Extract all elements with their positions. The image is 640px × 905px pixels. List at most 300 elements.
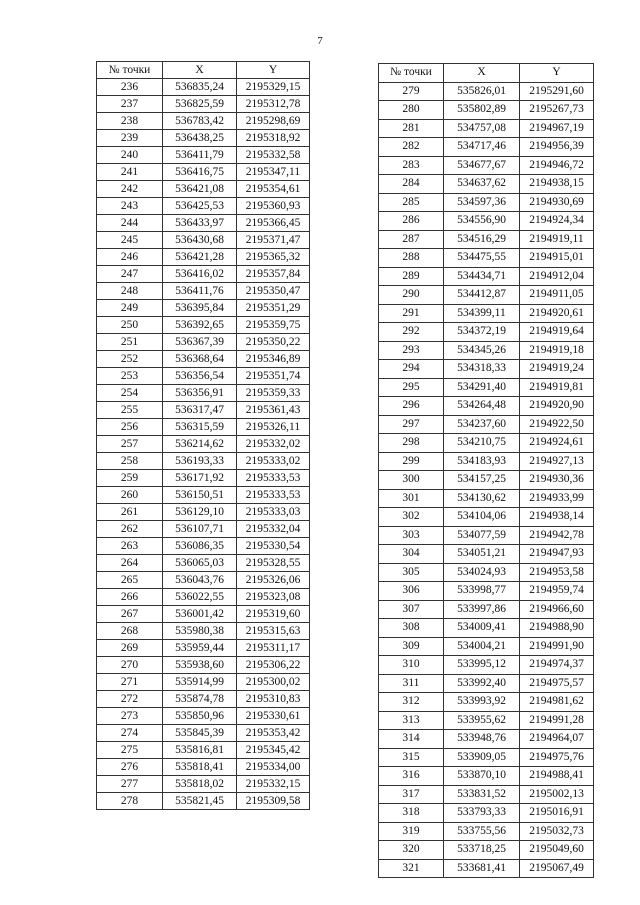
x-coordinate-cell: 536433,97 — [163, 215, 237, 232]
x-coordinate-cell: 536315,59 — [163, 419, 237, 436]
point-number-cell: 245 — [97, 232, 163, 249]
x-coordinate-cell: 536043,76 — [163, 572, 237, 589]
point-number-cell: 294 — [379, 360, 444, 379]
y-coordinate-cell: 2195332,15 — [237, 776, 310, 793]
table-row — [97, 572, 310, 589]
x-coordinate-cell: 536214,62 — [163, 436, 237, 453]
point-number-cell: 242 — [97, 181, 163, 198]
y-coordinate-cell: 2194924,34 — [520, 212, 594, 231]
x-coordinate-cell: 536421,08 — [163, 181, 237, 198]
x-coordinate-cell: 534077,59 — [444, 526, 520, 545]
table-row — [97, 147, 310, 164]
header-point-number: № точки — [379, 64, 444, 83]
table-row — [97, 385, 310, 402]
table-row — [97, 79, 310, 96]
y-coordinate-cell: 2195323,08 — [237, 589, 310, 606]
x-coordinate-cell: 534757,08 — [444, 119, 520, 138]
y-coordinate-cell: 2195315,63 — [237, 623, 310, 640]
x-coordinate-cell: 534264,48 — [444, 397, 520, 416]
x-coordinate-cell: 536367,39 — [163, 334, 237, 351]
x-coordinate-cell: 533955,62 — [444, 711, 520, 730]
point-number-cell: 311 — [379, 674, 444, 693]
y-coordinate-cell: 2195291,60 — [520, 82, 594, 101]
point-number-cell: 301 — [379, 489, 444, 508]
point-number-cell: 275 — [97, 742, 163, 759]
point-number-cell: 309 — [379, 637, 444, 656]
table-row — [97, 793, 310, 810]
table-row — [379, 785, 594, 804]
x-coordinate-cell: 534051,21 — [444, 545, 520, 564]
y-coordinate-cell: 2194938,14 — [520, 508, 594, 527]
y-coordinate-cell: 2194919,24 — [520, 360, 594, 379]
point-number-cell: 318 — [379, 804, 444, 823]
y-coordinate-cell: 2195351,74 — [237, 368, 310, 385]
table-row — [379, 138, 594, 157]
x-coordinate-cell: 534237,60 — [444, 415, 520, 434]
x-coordinate-cell: 533993,92 — [444, 693, 520, 712]
y-coordinate-cell: 2195312,78 — [237, 96, 310, 113]
table-row — [379, 674, 594, 693]
table-row — [97, 419, 310, 436]
x-coordinate-cell: 534210,75 — [444, 434, 520, 453]
y-coordinate-cell: 2195049,60 — [520, 841, 594, 860]
point-number-cell: 251 — [97, 334, 163, 351]
y-coordinate-cell: 2195032,73 — [520, 822, 594, 841]
table-row — [379, 859, 594, 878]
point-number-cell: 264 — [97, 555, 163, 572]
x-coordinate-cell: 534412,87 — [444, 286, 520, 305]
point-number-cell: 313 — [379, 711, 444, 730]
x-coordinate-cell: 535874,78 — [163, 691, 237, 708]
table-row — [97, 113, 310, 130]
point-number-cell: 308 — [379, 619, 444, 638]
table-row — [379, 508, 594, 527]
y-coordinate-cell: 2195330,61 — [237, 708, 310, 725]
point-number-cell: 296 — [379, 397, 444, 416]
point-number-cell: 254 — [97, 385, 163, 402]
point-number-cell: 270 — [97, 657, 163, 674]
point-number-cell: 259 — [97, 470, 163, 487]
y-coordinate-cell: 2194991,90 — [520, 637, 594, 656]
table-row — [97, 725, 310, 742]
table-row — [379, 841, 594, 860]
table-row — [97, 334, 310, 351]
point-number-cell: 277 — [97, 776, 163, 793]
point-number-cell: 241 — [97, 164, 163, 181]
point-number-cell: 238 — [97, 113, 163, 130]
x-coordinate-cell: 534004,21 — [444, 637, 520, 656]
table-row — [97, 317, 310, 334]
point-number-cell: 261 — [97, 504, 163, 521]
table-row — [97, 198, 310, 215]
x-coordinate-cell: 534291,40 — [444, 378, 520, 397]
table-row — [97, 521, 310, 538]
x-coordinate-cell: 535914,99 — [163, 674, 237, 691]
table-row — [97, 300, 310, 317]
y-coordinate-cell: 2194919,64 — [520, 323, 594, 342]
x-coordinate-cell: 534434,71 — [444, 267, 520, 286]
point-number-cell: 249 — [97, 300, 163, 317]
point-number-cell: 316 — [379, 767, 444, 786]
table-row — [379, 434, 594, 453]
point-number-cell: 271 — [97, 674, 163, 691]
point-number-cell: 320 — [379, 841, 444, 860]
y-coordinate-cell: 2195333,53 — [237, 470, 310, 487]
header-x: X — [444, 64, 520, 83]
y-coordinate-cell: 2194947,93 — [520, 545, 594, 564]
y-coordinate-cell: 2195351,29 — [237, 300, 310, 317]
y-coordinate-cell: 2194930,69 — [520, 193, 594, 212]
x-coordinate-cell: 534597,36 — [444, 193, 520, 212]
point-number-cell: 252 — [97, 351, 163, 368]
y-coordinate-cell: 2194946,72 — [520, 156, 594, 175]
table-row — [379, 323, 594, 342]
table-row — [379, 193, 594, 212]
point-number-cell: 297 — [379, 415, 444, 434]
x-coordinate-cell: 536129,10 — [163, 504, 237, 521]
x-coordinate-cell: 536107,71 — [163, 521, 237, 538]
header-x: X — [163, 62, 237, 79]
y-coordinate-cell: 2195357,84 — [237, 266, 310, 283]
point-number-cell: 286 — [379, 212, 444, 231]
table-row — [97, 164, 310, 181]
table-row — [379, 471, 594, 490]
x-coordinate-cell: 536425,53 — [163, 198, 237, 215]
y-coordinate-cell: 2195332,04 — [237, 521, 310, 538]
x-coordinate-cell: 536356,91 — [163, 385, 237, 402]
point-number-cell: 287 — [379, 230, 444, 249]
x-coordinate-cell: 534637,62 — [444, 175, 520, 194]
point-number-cell: 265 — [97, 572, 163, 589]
table-row — [379, 101, 594, 120]
y-coordinate-cell: 2195347,11 — [237, 164, 310, 181]
x-coordinate-cell: 536416,75 — [163, 164, 237, 181]
y-coordinate-cell: 2195359,75 — [237, 317, 310, 334]
y-coordinate-cell: 2194991,28 — [520, 711, 594, 730]
x-coordinate-cell: 534556,90 — [444, 212, 520, 231]
x-coordinate-cell: 535821,45 — [163, 793, 237, 810]
x-coordinate-cell: 534183,93 — [444, 452, 520, 471]
table-row — [379, 286, 594, 305]
x-coordinate-cell: 536395,84 — [163, 300, 237, 317]
y-coordinate-cell: 2195359,33 — [237, 385, 310, 402]
point-number-cell: 321 — [379, 859, 444, 878]
point-number-cell: 293 — [379, 341, 444, 360]
table-row — [379, 545, 594, 564]
x-coordinate-cell: 534130,62 — [444, 489, 520, 508]
x-coordinate-cell: 536835,24 — [163, 79, 237, 96]
y-coordinate-cell: 2195002,13 — [520, 785, 594, 804]
y-coordinate-cell: 2194974,37 — [520, 656, 594, 675]
page-number: 7 — [317, 35, 323, 47]
x-coordinate-cell: 533998,77 — [444, 582, 520, 601]
point-number-cell: 315 — [379, 748, 444, 767]
coordinates-table-left — [96, 61, 310, 810]
x-coordinate-cell: 536411,76 — [163, 283, 237, 300]
table-row — [379, 452, 594, 471]
y-coordinate-cell: 2195332,58 — [237, 147, 310, 164]
point-number-cell: 276 — [97, 759, 163, 776]
point-number-cell: 298 — [379, 434, 444, 453]
y-coordinate-cell: 2194953,58 — [520, 563, 594, 582]
table-row — [379, 489, 594, 508]
x-coordinate-cell: 536783,42 — [163, 113, 237, 130]
x-coordinate-cell: 536416,02 — [163, 266, 237, 283]
point-number-cell: 299 — [379, 452, 444, 471]
y-coordinate-cell: 2195354,61 — [237, 181, 310, 198]
y-coordinate-cell: 2195267,73 — [520, 101, 594, 120]
y-coordinate-cell: 2195345,42 — [237, 742, 310, 759]
table-row — [379, 600, 594, 619]
point-number-cell: 246 — [97, 249, 163, 266]
table-row — [97, 487, 310, 504]
x-coordinate-cell: 533793,33 — [444, 804, 520, 823]
x-coordinate-cell: 534024,93 — [444, 563, 520, 582]
y-coordinate-cell: 2195300,02 — [237, 674, 310, 691]
x-coordinate-cell: 535818,02 — [163, 776, 237, 793]
point-number-cell: 269 — [97, 640, 163, 657]
y-coordinate-cell: 2194975,76 — [520, 748, 594, 767]
point-number-cell: 278 — [97, 793, 163, 810]
x-coordinate-cell: 535845,39 — [163, 725, 237, 742]
y-coordinate-cell: 2194959,74 — [520, 582, 594, 601]
x-coordinate-cell: 536368,64 — [163, 351, 237, 368]
x-coordinate-cell: 536150,51 — [163, 487, 237, 504]
point-number-cell: 306 — [379, 582, 444, 601]
y-coordinate-cell: 2195350,47 — [237, 283, 310, 300]
table-row — [97, 130, 310, 147]
y-coordinate-cell: 2194930,36 — [520, 471, 594, 490]
y-coordinate-cell: 2195318,92 — [237, 130, 310, 147]
point-number-cell: 256 — [97, 419, 163, 436]
table-row — [379, 804, 594, 823]
table-row — [97, 657, 310, 674]
table-row — [97, 759, 310, 776]
table-row — [379, 619, 594, 638]
point-number-cell: 273 — [97, 708, 163, 725]
y-coordinate-cell: 2194988,90 — [520, 619, 594, 638]
point-number-cell: 285 — [379, 193, 444, 212]
x-coordinate-cell: 534372,19 — [444, 323, 520, 342]
table-row — [97, 504, 310, 521]
y-coordinate-cell: 2195016,91 — [520, 804, 594, 823]
point-number-cell: 302 — [379, 508, 444, 527]
point-number-cell: 310 — [379, 656, 444, 675]
point-number-cell: 295 — [379, 378, 444, 397]
y-coordinate-cell: 2195371,47 — [237, 232, 310, 249]
x-coordinate-cell: 536356,54 — [163, 368, 237, 385]
table-row — [97, 215, 310, 232]
point-number-cell: 274 — [97, 725, 163, 742]
y-coordinate-cell: 2195332,02 — [237, 436, 310, 453]
table-row — [379, 397, 594, 416]
table-row — [379, 767, 594, 786]
y-coordinate-cell: 2194919,81 — [520, 378, 594, 397]
point-number-cell: 289 — [379, 267, 444, 286]
point-number-cell: 266 — [97, 589, 163, 606]
header-y: Y — [237, 62, 310, 79]
table-row — [97, 555, 310, 572]
x-coordinate-cell: 534009,41 — [444, 619, 520, 638]
table-row — [379, 415, 594, 434]
x-coordinate-cell: 536086,35 — [163, 538, 237, 555]
x-coordinate-cell: 536392,65 — [163, 317, 237, 334]
x-coordinate-cell: 533997,86 — [444, 600, 520, 619]
x-coordinate-cell: 536171,92 — [163, 470, 237, 487]
table-row — [97, 674, 310, 691]
point-number-cell: 236 — [97, 79, 163, 96]
point-number-cell: 319 — [379, 822, 444, 841]
y-coordinate-cell: 2195311,17 — [237, 640, 310, 657]
table-row — [97, 453, 310, 470]
point-number-cell: 304 — [379, 545, 444, 564]
point-number-cell: 305 — [379, 563, 444, 582]
y-coordinate-cell: 2194915,01 — [520, 249, 594, 268]
point-number-cell: 291 — [379, 304, 444, 323]
table-row — [97, 96, 310, 113]
table-row — [97, 232, 310, 249]
x-coordinate-cell: 536430,68 — [163, 232, 237, 249]
point-number-cell: 300 — [379, 471, 444, 490]
x-coordinate-cell: 534157,25 — [444, 471, 520, 490]
x-coordinate-cell: 536411,79 — [163, 147, 237, 164]
y-coordinate-cell: 2194956,39 — [520, 138, 594, 157]
point-number-cell: 260 — [97, 487, 163, 504]
y-coordinate-cell: 2195361,43 — [237, 402, 310, 419]
table-row — [379, 730, 594, 749]
x-coordinate-cell: 535980,38 — [163, 623, 237, 640]
x-coordinate-cell: 535938,60 — [163, 657, 237, 674]
y-coordinate-cell: 2194975,57 — [520, 674, 594, 693]
point-number-cell: 262 — [97, 521, 163, 538]
point-number-cell: 314 — [379, 730, 444, 749]
y-coordinate-cell: 2194920,90 — [520, 397, 594, 416]
table-row — [379, 378, 594, 397]
point-number-cell: 239 — [97, 130, 163, 147]
x-coordinate-cell: 535850,96 — [163, 708, 237, 725]
point-number-cell: 290 — [379, 286, 444, 305]
point-number-cell: 237 — [97, 96, 163, 113]
point-number-cell: 303 — [379, 526, 444, 545]
y-coordinate-cell: 2195329,15 — [237, 79, 310, 96]
x-coordinate-cell: 533718,25 — [444, 841, 520, 860]
x-coordinate-cell: 534717,46 — [444, 138, 520, 157]
table-row — [379, 82, 594, 101]
y-coordinate-cell: 2195360,93 — [237, 198, 310, 215]
table-row — [379, 249, 594, 268]
table-row — [97, 708, 310, 725]
header-y: Y — [520, 64, 594, 83]
x-coordinate-cell: 534318,33 — [444, 360, 520, 379]
point-number-cell: 263 — [97, 538, 163, 555]
table-row — [379, 526, 594, 545]
point-number-cell: 288 — [379, 249, 444, 268]
point-number-cell: 292 — [379, 323, 444, 342]
table-row — [97, 538, 310, 555]
y-coordinate-cell: 2194912,04 — [520, 267, 594, 286]
table-row — [97, 623, 310, 640]
table-row — [379, 156, 594, 175]
y-coordinate-cell: 2194920,61 — [520, 304, 594, 323]
point-number-cell: 250 — [97, 317, 163, 334]
x-coordinate-cell: 535826,01 — [444, 82, 520, 101]
table-row — [97, 351, 310, 368]
point-number-cell: 243 — [97, 198, 163, 215]
table-header-row — [97, 62, 310, 79]
point-number-cell: 281 — [379, 119, 444, 138]
x-coordinate-cell: 534475,55 — [444, 249, 520, 268]
table-row — [97, 283, 310, 300]
x-coordinate-cell: 533992,40 — [444, 674, 520, 693]
table-row — [379, 212, 594, 231]
y-coordinate-cell: 2195298,69 — [237, 113, 310, 130]
point-number-cell: 247 — [97, 266, 163, 283]
x-coordinate-cell: 534399,11 — [444, 304, 520, 323]
table-row — [97, 606, 310, 623]
table-row — [379, 304, 594, 323]
y-coordinate-cell: 2195365,32 — [237, 249, 310, 266]
table-row — [97, 368, 310, 385]
table-row — [379, 693, 594, 712]
x-coordinate-cell: 536022,55 — [163, 589, 237, 606]
table-row — [97, 436, 310, 453]
y-coordinate-cell: 2195326,06 — [237, 572, 310, 589]
table-row — [379, 711, 594, 730]
y-coordinate-cell: 2194927,13 — [520, 452, 594, 471]
table-header-row — [379, 64, 594, 83]
table-row — [97, 402, 310, 419]
x-coordinate-cell: 536065,03 — [163, 555, 237, 572]
point-number-cell: 255 — [97, 402, 163, 419]
table-row — [379, 360, 594, 379]
table-row — [379, 119, 594, 138]
y-coordinate-cell: 2194966,60 — [520, 600, 594, 619]
y-coordinate-cell: 2195319,60 — [237, 606, 310, 623]
point-number-cell: 282 — [379, 138, 444, 157]
point-number-cell: 248 — [97, 283, 163, 300]
x-coordinate-cell: 534104,06 — [444, 508, 520, 527]
y-coordinate-cell: 2195328,55 — [237, 555, 310, 572]
y-coordinate-cell: 2195366,45 — [237, 215, 310, 232]
table-row — [379, 582, 594, 601]
point-number-cell: 240 — [97, 147, 163, 164]
y-coordinate-cell: 2194911,05 — [520, 286, 594, 305]
x-coordinate-cell: 533831,52 — [444, 785, 520, 804]
y-coordinate-cell: 2195326,11 — [237, 419, 310, 436]
point-number-cell: 283 — [379, 156, 444, 175]
y-coordinate-cell: 2195334,00 — [237, 759, 310, 776]
table-row — [379, 656, 594, 675]
point-number-cell: 244 — [97, 215, 163, 232]
y-coordinate-cell: 2194964,07 — [520, 730, 594, 749]
point-number-cell: 257 — [97, 436, 163, 453]
point-number-cell: 279 — [379, 82, 444, 101]
y-coordinate-cell: 2194942,78 — [520, 526, 594, 545]
x-coordinate-cell: 533909,05 — [444, 748, 520, 767]
y-coordinate-cell: 2195346,89 — [237, 351, 310, 368]
table-row — [97, 640, 310, 657]
y-coordinate-cell: 2195333,02 — [237, 453, 310, 470]
y-coordinate-cell: 2195353,42 — [237, 725, 310, 742]
table-row — [97, 249, 310, 266]
y-coordinate-cell: 2194988,41 — [520, 767, 594, 786]
point-number-cell: 317 — [379, 785, 444, 804]
table-row — [379, 637, 594, 656]
table-row — [97, 266, 310, 283]
table-row — [379, 748, 594, 767]
y-coordinate-cell: 2194981,62 — [520, 693, 594, 712]
y-coordinate-cell: 2195333,03 — [237, 504, 310, 521]
